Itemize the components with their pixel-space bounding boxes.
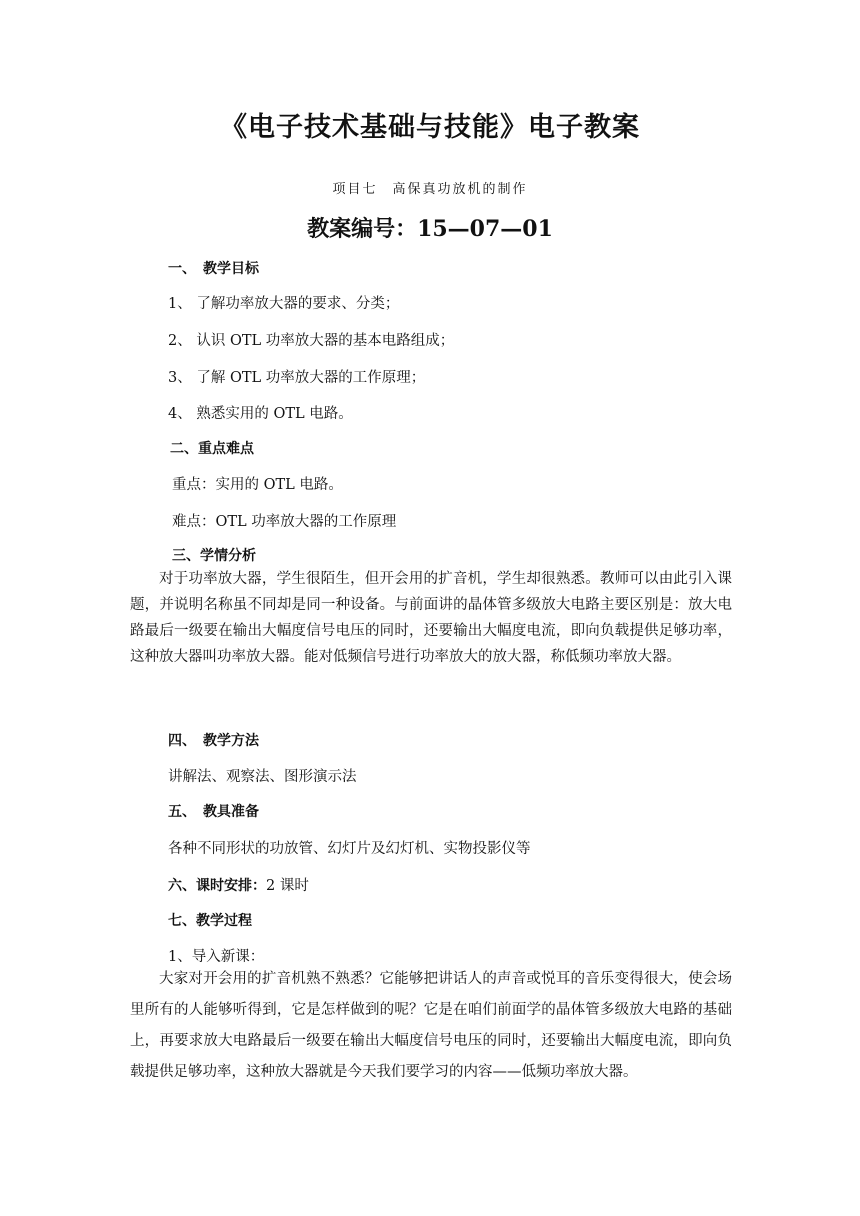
- objective-item: 4、 熟悉实用的 OTL 电路。: [168, 406, 353, 422]
- schedule-value: 2 课时: [266, 878, 309, 894]
- schedule-line: [168, 874, 309, 895]
- intro-paragraph: 大家对开会用的扩音机熟不熟悉？它能够把讲话人的声音或悦耳的音乐变得很大，使会场里所有的人能够听得到，它是怎样做到的呢？它是在咱们前面学的晶体管多级放大电路的基础上，再要求放大电路最后一级要在输出大幅度信号电压的同时，还要输出大幅度电流，即向负载提供足够功率，这种放大器就是今天我们要学习的内容——低频功率放大器。: [130, 971, 732, 1080]
- document-title: 《电子技术基础与技能》电子教案: [220, 112, 640, 143]
- lesson-code: 教案编号：15—07—01: [307, 216, 553, 242]
- section-heading-tools: 五、 教具准备: [168, 804, 259, 820]
- objective-item: 1、 了解功率放大器的要求、分类；: [168, 296, 400, 312]
- subsection-heading-intro: 1、导入新课：: [168, 949, 265, 965]
- analysis-paragraph: 对于功率放大器，学生很陌生，但开会用的扩音机，学生却很熟悉。教师可以由此引入课题，并说明名称虽不同却是同一种设备。与前面讲的晶体管多级放大电路主要区别是：放大电路最后一级要在输出大幅度信号电压的同时，还要输出大幅度电流，即向负载提供足够功率，这种放大器叫功率放大器。能对低频信号进行功率放大的放大器，称低频功率放大器。: [130, 571, 732, 665]
- methods-text: 讲解法、观察法、图形演示法: [168, 769, 357, 785]
- difficulty-text: 难点：OTL 功率放大器的工作原理: [172, 514, 397, 530]
- section-heading-process: 七、教学过程: [168, 913, 252, 929]
- section-heading-analysis: 三、学情分析: [172, 548, 256, 564]
- key-point-text: 重点：实用的 OTL 电路。: [172, 477, 343, 493]
- section-heading-schedule: 六、课时安排：: [168, 878, 266, 894]
- section-heading-objectives: 一、 教学目标: [168, 261, 259, 277]
- section-heading-key-points: 二、重点难点: [170, 441, 254, 457]
- section-heading-methods: 四、 教学方法: [168, 733, 259, 749]
- tools-text: 各种不同形状的功放管、幻灯片及幻灯机、实物投影仪等: [168, 841, 531, 857]
- objective-item: 3、 了解 OTL 功率放大器的工作原理；: [168, 370, 426, 386]
- objective-item: 2、 认识 OTL 功率放大器的基本电路组成；: [168, 333, 455, 349]
- project-subtitle: 项目七 高保真功放机的制作: [332, 182, 528, 197]
